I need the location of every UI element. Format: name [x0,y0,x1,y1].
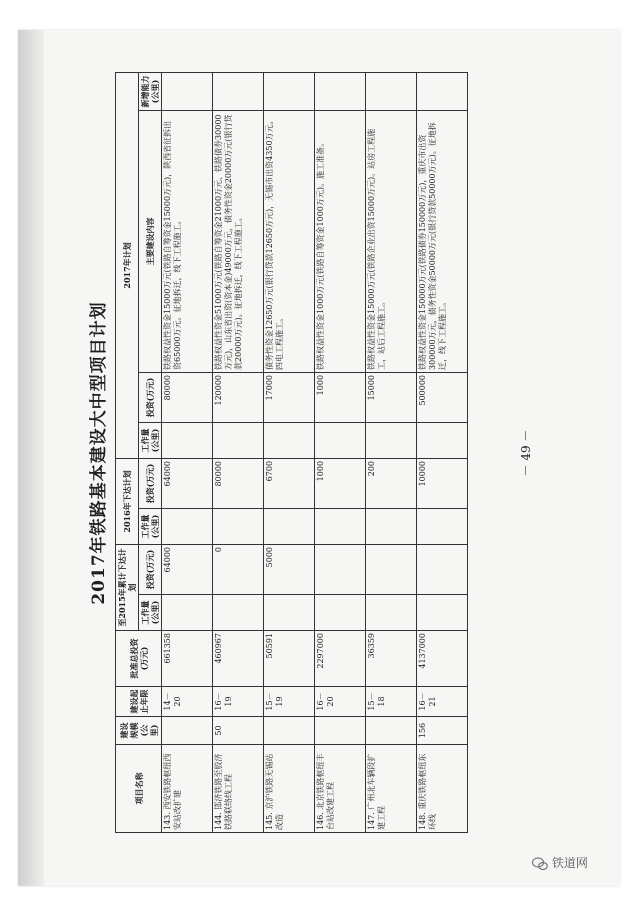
years-cell: 16－20 [315,687,366,717]
plan-2016-investment-cell: 200 [366,458,417,508]
project-name-cell: 143. 西安铁路枢纽西安站改扩建 [162,745,213,833]
table-row [213,72,264,832]
new-capacity-cell [417,72,468,110]
header-2017-investment: 投资(万元) [139,372,162,422]
header-2017-workload: 工作量(公里) [139,422,162,458]
header-cum-workload: 工作量(公里) [139,595,162,631]
header-cum-investment: 投资(万元) [139,544,162,594]
header-2016-investment: 投资(万元) [139,458,162,508]
cum-workload-cell [162,595,213,631]
cum-investment-cell: 5000 [264,544,315,594]
total-investment-cell: 36359 [366,631,417,687]
cum-investment-cell [315,544,366,594]
plan-2016-investment-cell: 80000 [213,458,264,508]
watermark [532,852,622,874]
project-name-cell: 146. 北京铁路枢纽丰台站改建工程 [315,745,366,833]
page-number: － 49 － [519,429,533,477]
scale-cell [162,717,213,745]
new-capacity-cell [366,72,417,110]
total-investment-cell: 4137000 [417,631,468,687]
plan-2016-investment-cell: 10000 [417,458,468,508]
plan-2017-workload-cell [162,422,213,458]
scale-cell [366,717,417,745]
new-capacity-cell [315,72,366,110]
plan-2017-workload-cell [264,422,315,458]
cum-workload-cell [315,595,366,631]
scale-cell: 156 [417,717,468,745]
new-capacity-cell [162,72,213,110]
header-years: 建设起止年限 [116,687,162,717]
cum-investment-cell [366,544,417,594]
plan-2016-workload-cell [213,508,264,544]
plan-2017-workload-cell [366,422,417,458]
scale-cell: 50 [213,717,264,745]
plan-2017-investment-cell: 500000 [417,372,468,422]
header-plan-2017: 2017年计划 [116,72,139,458]
cum-workload-cell [417,595,468,631]
plan-2017-workload-cell [213,422,264,458]
main-content-cell: 铁路权益性资金15000万元(铁路企业出资15000万元)。站房工程施工，站后工程施工。 [366,110,417,372]
plan-2016-investment-cell: 6700 [264,458,315,508]
project-plan-table [115,72,468,833]
table-row [162,72,213,832]
plan-2016-workload-cell [264,508,315,544]
total-investment-cell: 2297000 [315,631,366,687]
header-2016-workload: 工作量(公里) [139,508,162,544]
project-name-cell: 145. 京沪铁路无锡站改造 [264,745,315,833]
plan-2016-investment-cell: 1000 [315,458,366,508]
main-content-cell: 铁路权益性资金150000万元(铁路债券150000万元)，重庆市出资300000万元，债务性资金50000万元(银行贷款50000万元)。征地拆迁，线下工程施工。 [417,110,468,372]
header-project-name: 项目名称 [116,745,162,833]
header-new-capacity: 新增能力(公里) [139,72,162,110]
plan-2017-investment-cell: 1000 [315,372,366,422]
plan-2016-workload-cell [162,508,213,544]
plan-2016-workload-cell [366,508,417,544]
cum-workload-cell [264,595,315,631]
header-plan-2016: 2016年下达计划 [116,458,139,544]
main-content-cell: 铁路权益性资金1000万元(铁路自筹资金1000万元)。施工准备。 [315,110,366,372]
scale-cell [315,717,366,745]
total-investment-cell: 460967 [213,631,264,687]
rotated-content [85,73,545,833]
plan-2017-workload-cell [315,422,366,458]
new-capacity-cell [213,72,264,110]
project-name-cell: 147. 广州北车辆段扩建工程 [366,745,417,833]
total-investment-cell: 50591 [264,631,315,687]
years-cell: 16－21 [417,687,468,717]
table-row [366,72,417,832]
header-total-investment: 批准总投资(万元) [116,631,162,687]
new-capacity-cell [264,72,315,110]
plan-2016-workload-cell [417,508,468,544]
project-name-cell: 148. 重庆铁路枢纽东环线 [417,745,468,833]
main-content-cell: 债务性资金12650万元(银行贷款12650万元)，无锡市出资4350万元。四电工程施工。 [264,110,315,372]
header-main-content: 主要建设内容 [139,110,162,372]
years-cell: 14－20 [162,687,213,717]
scale-cell [264,717,315,745]
watermark-text: 铁道网 [551,856,588,870]
cum-investment-cell [417,544,468,594]
table-row [315,72,366,832]
plan-2016-workload-cell [315,508,366,544]
years-cell: 15－19 [264,687,315,717]
plan-2017-investment-cell: 17000 [264,372,315,422]
cum-workload-cell [213,595,264,631]
header-row-1 [116,72,139,832]
main-content-cell: 铁路权益性资金51000万元(铁路自筹资金21000万元、铁路债券30000万元)，山东省出资(资本金)49000万元，债务性资金20000万元(银行贷款20000万元)。征地拆迁，线下工程施工。 [213,110,264,372]
cum-investment-cell: 64000 [162,544,213,594]
page-edge-shadow [18,30,44,886]
plan-2016-investment-cell: 64000 [162,458,213,508]
header-cumulative-2015: 至2015年累计下达计划 [116,544,139,630]
project-name-cell: 144. 邯济铁路至胶济铁路联络线工程 [213,745,264,833]
years-cell: 15－18 [366,687,417,717]
plan-2017-investment-cell: 80000 [162,372,213,422]
plan-2017-investment-cell: 120000 [213,372,264,422]
table-row [417,72,468,832]
cum-investment-cell: 0 [213,544,264,594]
table-row [264,72,315,832]
total-investment-cell: 661358 [162,631,213,687]
cum-workload-cell [366,595,417,631]
plan-2017-investment-cell: 15000 [366,372,417,422]
wechat-icon [532,857,548,871]
years-cell: 16－19 [213,687,264,717]
page-title: 2017年铁路基本建设大中型项目计划 [89,301,109,605]
header-scale: 建设规模(公里) [116,717,162,745]
plan-2017-workload-cell [417,422,468,458]
main-content-cell: 铁路权益性资金15000万元(铁路自筹资金15000万元)，陕西省征拆出资65000万元。征地拆迁，线下工程施工。 [162,110,213,372]
